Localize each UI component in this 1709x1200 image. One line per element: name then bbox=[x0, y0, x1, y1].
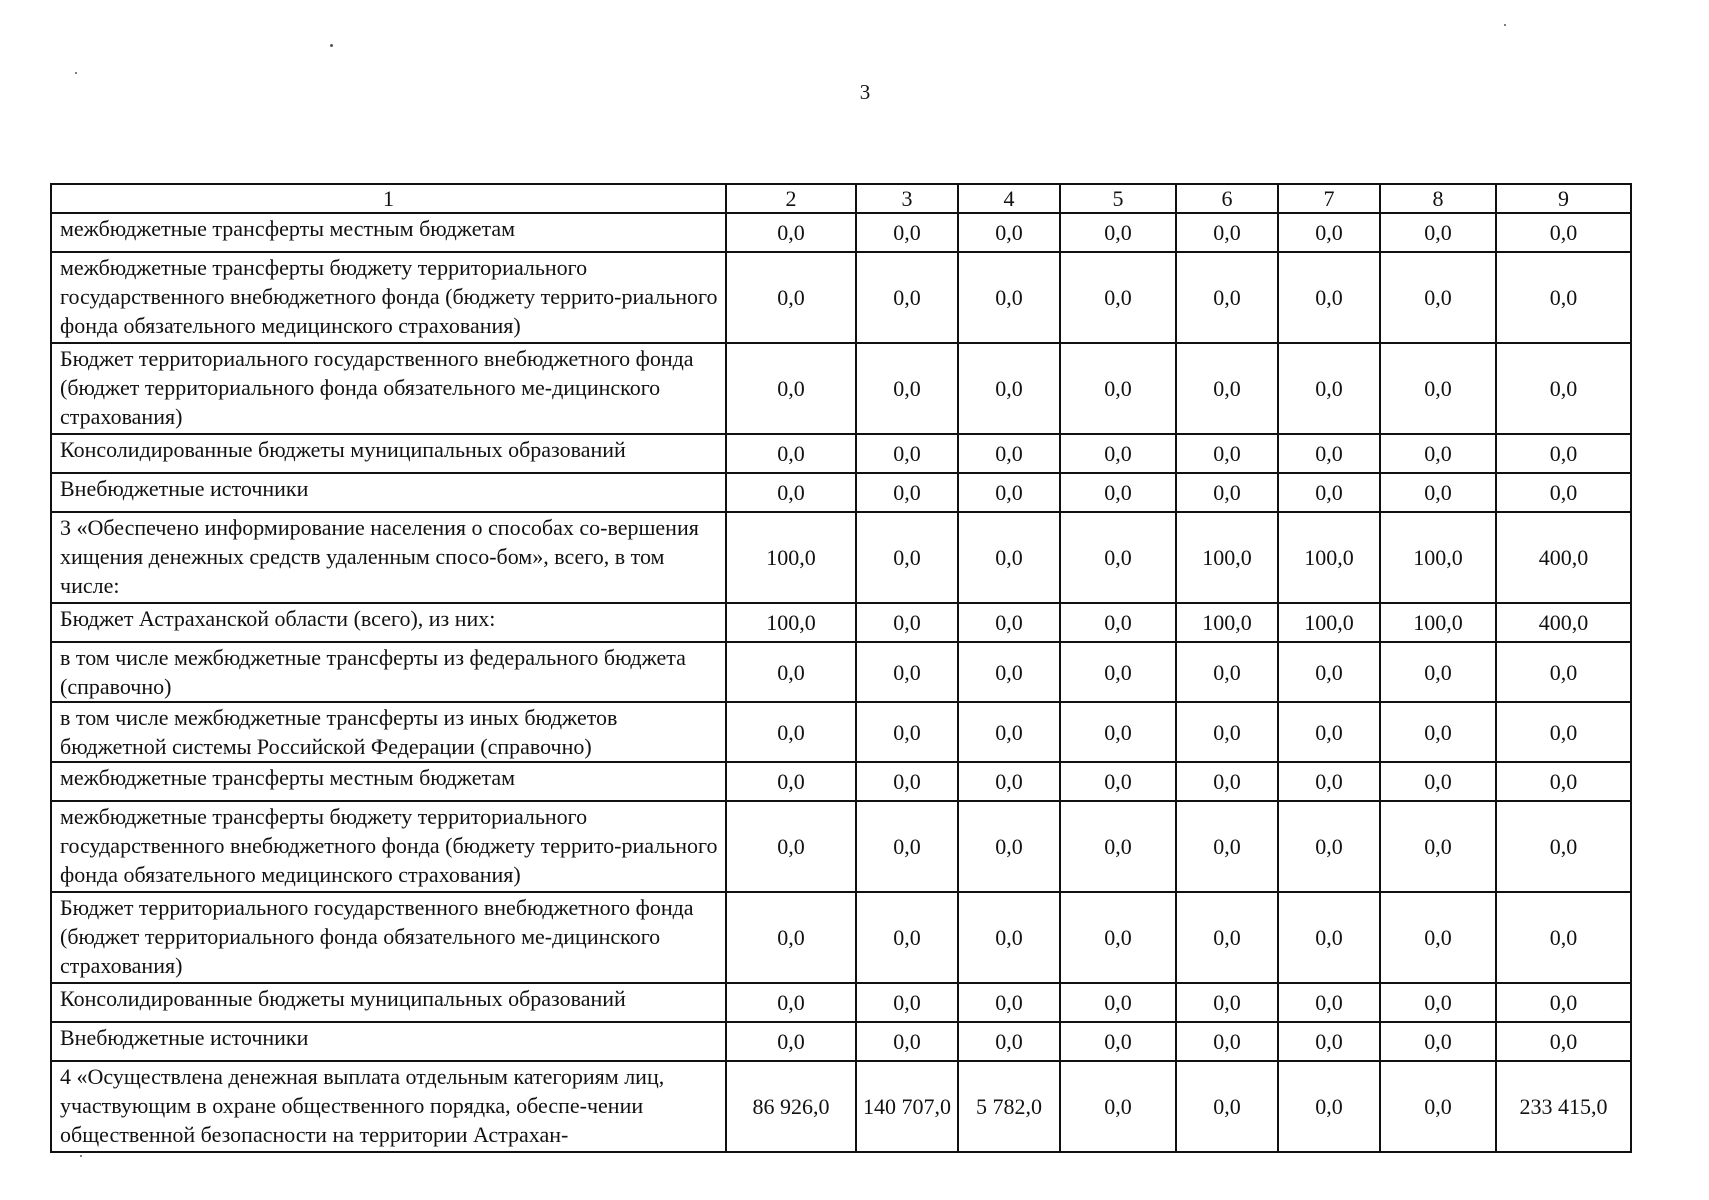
value-cell: 0,0 bbox=[1496, 702, 1631, 762]
value-cell: 0,0 bbox=[1278, 702, 1380, 762]
budget-table-body bbox=[51, 184, 1631, 1152]
value-cell: 0,0 bbox=[1380, 702, 1496, 762]
column-number: 2 bbox=[726, 184, 856, 213]
value-cell: 0,0 bbox=[1380, 1022, 1496, 1061]
row-label: 4 «Осуществлена денежная выплата отдельным категориям лиц, участвующим в охране общественного порядка, обеспе-чении общественной безопасности на территории Астрахан- bbox=[51, 1061, 726, 1152]
value-cell: 0,0 bbox=[1496, 252, 1631, 343]
value-cell: 100,0 bbox=[1176, 603, 1278, 642]
value-cell: 0,0 bbox=[958, 473, 1060, 512]
value-cell: 0,0 bbox=[1278, 1061, 1380, 1152]
value-cell: 0,0 bbox=[1176, 213, 1278, 252]
value-cell: 0,0 bbox=[1278, 252, 1380, 343]
row-label: Бюджет территориального государственного внебюджетного фонда (бюджет территориального фонда обязательного ме-дицинского страхования) bbox=[51, 343, 726, 434]
row-label: межбюджетные трансферты местным бюджетам bbox=[51, 762, 726, 801]
scan-speck bbox=[75, 72, 77, 74]
row-label: Консолидированные бюджеты муниципальных образований bbox=[51, 983, 726, 1022]
value-cell: 0,0 bbox=[1496, 343, 1631, 434]
value-cell: 0,0 bbox=[1176, 642, 1278, 702]
value-cell: 0,0 bbox=[1278, 343, 1380, 434]
row-label: Внебюджетные источники bbox=[51, 473, 726, 512]
value-cell: 0,0 bbox=[726, 642, 856, 702]
value-cell: 0,0 bbox=[1380, 642, 1496, 702]
value-cell: 0,0 bbox=[856, 983, 958, 1022]
value-cell: 0,0 bbox=[726, 702, 856, 762]
table-row bbox=[51, 1022, 1631, 1061]
value-cell: 0,0 bbox=[1060, 762, 1176, 801]
column-number: 1 bbox=[51, 184, 726, 213]
value-cell: 0,0 bbox=[1496, 434, 1631, 473]
value-cell: 0,0 bbox=[726, 892, 856, 983]
value-cell: 100,0 bbox=[726, 512, 856, 603]
value-cell: 0,0 bbox=[958, 512, 1060, 603]
value-cell: 0,0 bbox=[1060, 642, 1176, 702]
value-cell: 233 415,0 bbox=[1496, 1061, 1631, 1152]
value-cell: 0,0 bbox=[958, 801, 1060, 892]
value-cell: 0,0 bbox=[1176, 473, 1278, 512]
value-cell: 0,0 bbox=[1278, 892, 1380, 983]
budget-table bbox=[50, 183, 1632, 1153]
value-cell: 0,0 bbox=[1176, 702, 1278, 762]
table-row bbox=[51, 1061, 1631, 1152]
table-row bbox=[51, 642, 1631, 702]
value-cell: 0,0 bbox=[958, 434, 1060, 473]
value-cell: 140 707,0 bbox=[856, 1061, 958, 1152]
value-cell: 0,0 bbox=[1060, 512, 1176, 603]
value-cell: 0,0 bbox=[1176, 1022, 1278, 1061]
value-cell: 0,0 bbox=[856, 252, 958, 343]
scan-speck bbox=[1504, 24, 1506, 26]
column-number-row bbox=[51, 184, 1631, 213]
value-cell: 0,0 bbox=[856, 343, 958, 434]
row-label: межбюджетные трансферты бюджету территориального государственного внебюджетного фонда (бюджету террито-риального фонда обязательного медицинского страхования) bbox=[51, 801, 726, 892]
table-row bbox=[51, 434, 1631, 473]
row-label: в том числе межбюджетные трансферты из иных бюджетов бюджетной системы Российской Федерации (справочно) bbox=[51, 702, 726, 762]
row-label: Бюджет Астраханской области (всего), из них: bbox=[51, 603, 726, 642]
value-cell: 0,0 bbox=[1060, 892, 1176, 983]
value-cell: 0,0 bbox=[1380, 762, 1496, 801]
value-cell: 0,0 bbox=[1060, 1022, 1176, 1061]
value-cell: 0,0 bbox=[1176, 762, 1278, 801]
value-cell: 0,0 bbox=[1496, 642, 1631, 702]
value-cell: 0,0 bbox=[856, 702, 958, 762]
value-cell: 0,0 bbox=[1380, 213, 1496, 252]
table-row bbox=[51, 213, 1631, 252]
row-label: 3 «Обеспечено информирование населения о способах со-вершения хищения денежных средств удаленным спосо-бом», всего, в том числе: bbox=[51, 512, 726, 603]
value-cell: 0,0 bbox=[958, 1022, 1060, 1061]
scan-speck bbox=[80, 1155, 82, 1157]
value-cell: 0,0 bbox=[1176, 1061, 1278, 1152]
value-cell: 0,0 bbox=[856, 512, 958, 603]
value-cell: 0,0 bbox=[1380, 434, 1496, 473]
value-cell: 0,0 bbox=[1278, 213, 1380, 252]
value-cell: 0,0 bbox=[958, 702, 1060, 762]
value-cell: 0,0 bbox=[1380, 252, 1496, 343]
column-number: 5 bbox=[1060, 184, 1176, 213]
value-cell: 0,0 bbox=[726, 1022, 856, 1061]
value-cell: 0,0 bbox=[1496, 213, 1631, 252]
value-cell: 100,0 bbox=[1380, 512, 1496, 603]
table-row bbox=[51, 603, 1631, 642]
value-cell: 0,0 bbox=[958, 252, 1060, 343]
value-cell: 0,0 bbox=[1060, 213, 1176, 252]
table-row bbox=[51, 343, 1631, 434]
value-cell: 0,0 bbox=[1380, 1061, 1496, 1152]
value-cell: 0,0 bbox=[1496, 473, 1631, 512]
value-cell: 400,0 bbox=[1496, 512, 1631, 603]
value-cell: 100,0 bbox=[1278, 512, 1380, 603]
value-cell: 0,0 bbox=[958, 892, 1060, 983]
value-cell: 0,0 bbox=[726, 762, 856, 801]
table-row bbox=[51, 892, 1631, 983]
table-row bbox=[51, 473, 1631, 512]
value-cell: 0,0 bbox=[856, 603, 958, 642]
value-cell: 0,0 bbox=[1176, 434, 1278, 473]
table-row bbox=[51, 512, 1631, 603]
value-cell: 0,0 bbox=[856, 892, 958, 983]
value-cell: 0,0 bbox=[1496, 983, 1631, 1022]
value-cell: 0,0 bbox=[1060, 473, 1176, 512]
value-cell: 0,0 bbox=[1380, 343, 1496, 434]
value-cell: 0,0 bbox=[856, 762, 958, 801]
value-cell: 0,0 bbox=[1496, 1022, 1631, 1061]
row-label: в том числе межбюджетные трансферты из федерального бюджета (справочно) bbox=[51, 642, 726, 702]
value-cell: 0,0 bbox=[1176, 983, 1278, 1022]
value-cell: 400,0 bbox=[1496, 603, 1631, 642]
value-cell: 0,0 bbox=[1496, 801, 1631, 892]
value-cell: 0,0 bbox=[726, 343, 856, 434]
value-cell: 0,0 bbox=[1278, 801, 1380, 892]
table-row bbox=[51, 983, 1631, 1022]
page-number: 3 bbox=[859, 80, 871, 104]
value-cell: 100,0 bbox=[726, 603, 856, 642]
value-cell: 0,0 bbox=[958, 343, 1060, 434]
row-label: Внебюджетные источники bbox=[51, 1022, 726, 1061]
value-cell: 0,0 bbox=[1176, 252, 1278, 343]
column-number: 9 bbox=[1496, 184, 1631, 213]
value-cell: 0,0 bbox=[1278, 642, 1380, 702]
row-label: межбюджетные трансферты бюджету территориального государственного внебюджетного фонда (бюджету террито-риального фонда обязательного медицинского страхования) bbox=[51, 252, 726, 343]
table-row bbox=[51, 762, 1631, 801]
table-row bbox=[51, 702, 1631, 762]
value-cell: 0,0 bbox=[856, 801, 958, 892]
value-cell: 0,0 bbox=[1278, 762, 1380, 801]
column-number: 3 bbox=[856, 184, 958, 213]
value-cell: 0,0 bbox=[856, 434, 958, 473]
row-label: Бюджет территориального государственного внебюджетного фонда (бюджет территориального фонда обязательного ме-дицинского страхования) bbox=[51, 892, 726, 983]
column-number: 8 bbox=[1380, 184, 1496, 213]
value-cell: 0,0 bbox=[1496, 762, 1631, 801]
column-number: 6 bbox=[1176, 184, 1278, 213]
value-cell: 0,0 bbox=[958, 603, 1060, 642]
value-cell: 0,0 bbox=[958, 213, 1060, 252]
value-cell: 0,0 bbox=[856, 473, 958, 512]
value-cell: 0,0 bbox=[1060, 603, 1176, 642]
value-cell: 0,0 bbox=[958, 642, 1060, 702]
value-cell: 100,0 bbox=[1380, 603, 1496, 642]
value-cell: 0,0 bbox=[1176, 892, 1278, 983]
value-cell: 0,0 bbox=[1176, 343, 1278, 434]
value-cell: 0,0 bbox=[1278, 983, 1380, 1022]
table-row bbox=[51, 801, 1631, 892]
value-cell: 0,0 bbox=[958, 762, 1060, 801]
value-cell: 0,0 bbox=[726, 213, 856, 252]
value-cell: 0,0 bbox=[1060, 434, 1176, 473]
value-cell: 0,0 bbox=[1176, 801, 1278, 892]
value-cell: 0,0 bbox=[726, 801, 856, 892]
value-cell: 0,0 bbox=[1278, 434, 1380, 473]
value-cell: 0,0 bbox=[1496, 892, 1631, 983]
value-cell: 5 782,0 bbox=[958, 1061, 1060, 1152]
table-row bbox=[51, 252, 1631, 343]
value-cell: 0,0 bbox=[1060, 343, 1176, 434]
value-cell: 0,0 bbox=[1278, 473, 1380, 512]
value-cell: 0,0 bbox=[1380, 892, 1496, 983]
value-cell: 0,0 bbox=[958, 983, 1060, 1022]
value-cell: 0,0 bbox=[1380, 801, 1496, 892]
value-cell: 0,0 bbox=[1380, 983, 1496, 1022]
value-cell: 0,0 bbox=[726, 252, 856, 343]
value-cell: 100,0 bbox=[1176, 512, 1278, 603]
value-cell: 0,0 bbox=[726, 983, 856, 1022]
value-cell: 0,0 bbox=[856, 642, 958, 702]
column-number: 7 bbox=[1278, 184, 1380, 213]
scan-speck bbox=[330, 44, 333, 47]
row-label: Консолидированные бюджеты муниципальных образований bbox=[51, 434, 726, 473]
value-cell: 0,0 bbox=[726, 434, 856, 473]
value-cell: 0,0 bbox=[1380, 473, 1496, 512]
value-cell: 0,0 bbox=[726, 473, 856, 512]
value-cell: 0,0 bbox=[1060, 983, 1176, 1022]
value-cell: 100,0 bbox=[1278, 603, 1380, 642]
value-cell: 0,0 bbox=[856, 213, 958, 252]
value-cell: 0,0 bbox=[1060, 801, 1176, 892]
value-cell: 0,0 bbox=[1060, 252, 1176, 343]
value-cell: 0,0 bbox=[856, 1022, 958, 1061]
row-label: межбюджетные трансферты местным бюджетам bbox=[51, 213, 726, 252]
value-cell: 0,0 bbox=[1060, 702, 1176, 762]
value-cell: 0,0 bbox=[1278, 1022, 1380, 1061]
value-cell: 0,0 bbox=[1060, 1061, 1176, 1152]
value-cell: 86 926,0 bbox=[726, 1061, 856, 1152]
column-number: 4 bbox=[958, 184, 1060, 213]
